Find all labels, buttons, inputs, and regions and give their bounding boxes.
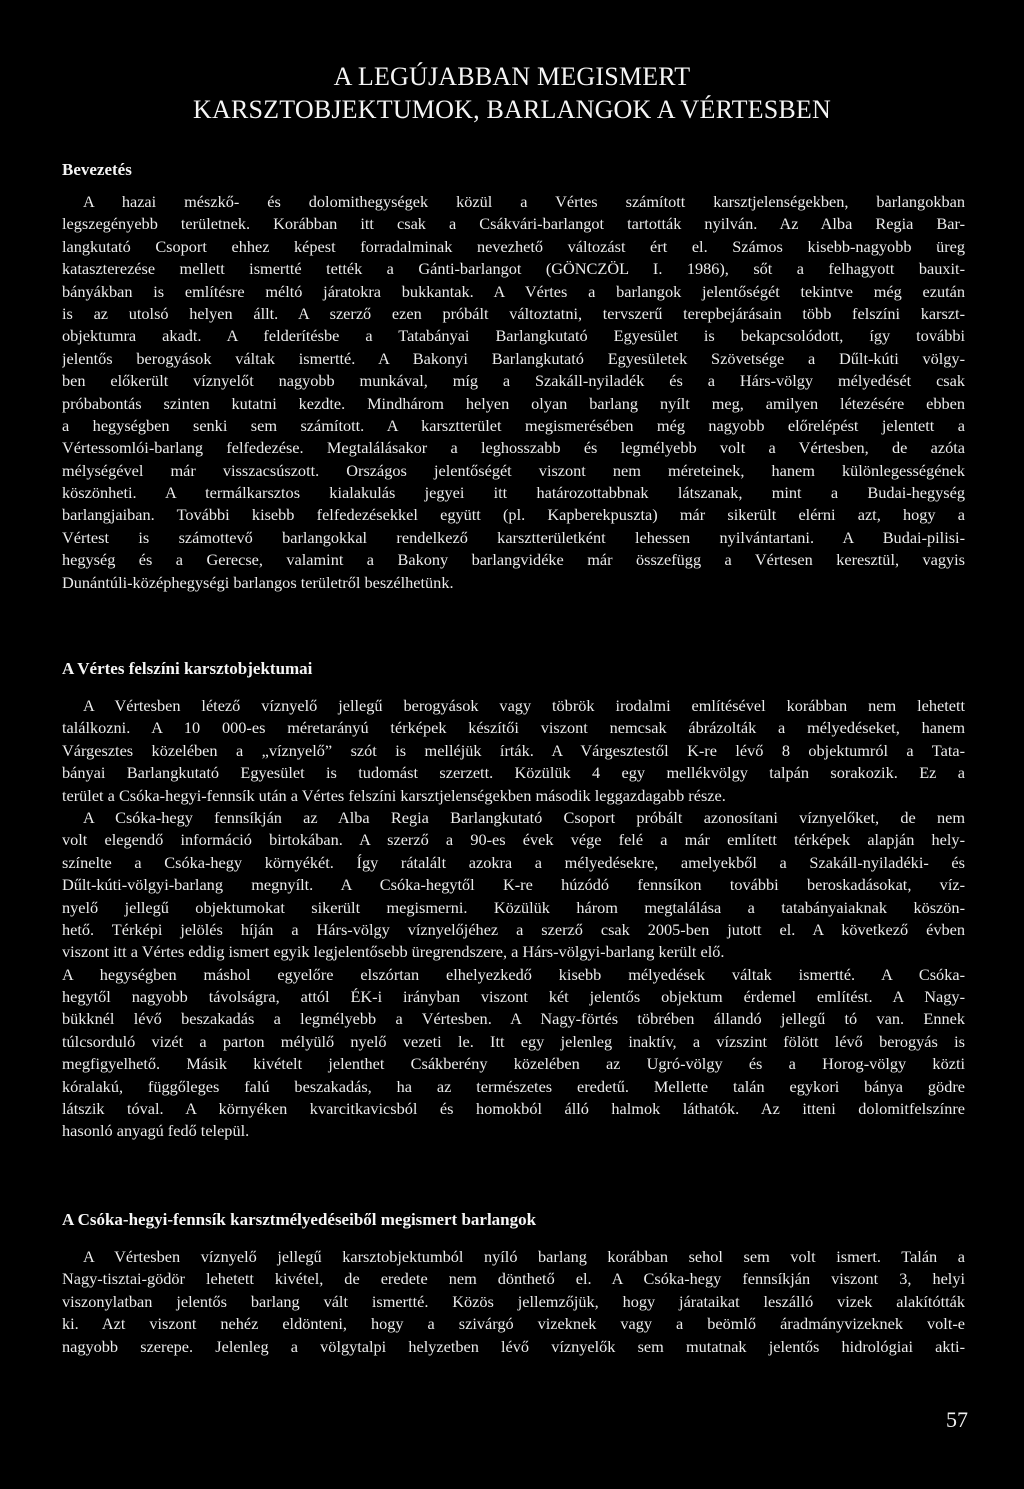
section-heading-plateau-caves: A Csóka-hegyi-fennsík karsztmélyedéseiből megismert barlangok — [62, 1210, 537, 1229]
paragraph-line: próbabontás szinten kutatni kezdte. Mindhárom helyen olyan barlang nyílt meg, amilyen létezésére ebben — [62, 393, 965, 413]
paragraph-line: Vértessomlói-barlang felfedezése. Megtalálásakor a leghosszabb és legmélyebb volt a Vértesben, de azóta — [62, 438, 965, 458]
paragraph-line: nagyobb szerepe. Jelenleg a völgytalpi helyzetben lévő víznyelők sem mutatnak jelentős hidrológiai akti- — [62, 1336, 965, 1356]
paragraph-line: A Vértesben létező víznyelő jellegű berogyások vagy töbrök irodalmi említésével korábban nem lehetett — [83, 696, 965, 715]
paragraph-line: megfigyelhető. Másik kivételt jelenthet Csákberény közelében az Ugró-völgy és a Horog-völgy közti — [62, 1054, 965, 1074]
page-title-line-1: A LEGÚJABBAN MEGISMERT — [333, 62, 691, 91]
paragraph-line: langkutató Csoport ehhez képest forradalminak nevezhető változást ért el. Számos kisebb-nagyobb üreg — [62, 236, 965, 256]
paragraph-line: bányákban is említésre méltó járatokra bukkantak. A Vértes a barlangok jelentőségét tekintve még ezután — [62, 281, 965, 301]
paragraph-line: köszönheti. A termálkarsztos kialakulás jegyei itt határozottabbnak látszanak, mint a Budai-hegység — [62, 483, 965, 503]
paragraph-line: Dunántúli-középhegységi barlangos területről beszélhetünk. — [62, 572, 454, 592]
paragraph-line: hasonló anyagú fedő települ. — [62, 1121, 250, 1141]
page-number: 57 — [946, 1407, 968, 1432]
paragraph-line: színelte a Csóka-hegy környékét. Így rátalált azokra a mélyedésekre, amelyekből a Szakáll-nyiladéki- és — [62, 852, 965, 872]
paragraph-line: kóralakú, függőleges falú beszakadás, ha az természetes eredetű. Mellette talán egykori bánya gödre — [62, 1076, 965, 1096]
paragraph-line: A Csóka-hegy fennsíkján az Alba Regia Barlangkutató Csoport próbált azonosítani víznyelőket, de nem — [83, 807, 965, 827]
section-heading-introduction: Bevezetés — [62, 160, 132, 179]
paragraph-line: Várgesztes közelében a „víznyelő” szót is melléjük írták. A Várgesztestől K-re lévő 8 objektumról a Tata- — [62, 740, 965, 760]
paragraph-line: mélységével már visszacsúszott. Országos jelentőségét viszont nem méreteinek, hanem különlegességének — [62, 460, 965, 480]
paragraph-line: terület a Csóka-hegyi-fennsík után a Vértes felszíni karsztjelenségekben második leggazdagabb része. — [62, 785, 726, 805]
paragraph-line: hegytől nagyobb távolságra, attól ÉK-i irányban viszont két jelentős objektum érdemel említést. A Nagy- — [62, 987, 965, 1007]
paragraph-line: találkozni. A 10 000-es méretarányú térképek készítői viszont nemcsak ábrázolták a mélyedéseket, hanem — [62, 718, 965, 738]
section-body-surface-karst — [62, 695, 965, 1143]
paragraph-line: jelentős berogyások váltak ismertté. A Bakonyi Barlangkutató Egyesületek Szövetsége a Dűlt-kúti völgy- — [62, 348, 965, 368]
paragraph-line: is az utolsó helyen állt. A szerző ezen próbált változtatni, tervszerű terepbejárásain több felszíni karszt- — [62, 303, 965, 323]
paragraph-line: a hegységben senki sem számított. A karsztterület megismerésében még nagyobb előrelépést jelentett a — [62, 415, 965, 435]
paragraph-line: A hegységben máshol egyelőre elszórtan elhelyezkedő kisebb mélyedések váltak ismertté. A Csóka- — [62, 964, 965, 984]
paragraph-line: Nagy-tisztai-gödör lehetett kivétel, de eredete nem dönthető el. A Csóka-hegy fennsíkján viszont 3, helyi — [62, 1269, 965, 1289]
section-body-plateau-caves — [62, 1246, 965, 1358]
paragraph-line: Dűlt-kúti-völgyi-barlang megnyílt. A Csóka-hegytől K-re húzódó fennsíkon további beroskadásokat, víz- — [62, 875, 965, 895]
paragraph-line: nyelő jellegű objektumokat sikerült megismerni. Közülük három megtalálása a tatabányaiaknak köszön- — [62, 897, 965, 917]
paragraph-line: hető. Térképi jelölés híján a Hárs-völgy víznyelőjéhez a szerző csak 2005-ben jutott el. A következő évben — [62, 919, 965, 939]
paragraph-line: A Vértesben víznyelő jellegű karsztobjektumból nyíló barlang korábban sehol sem volt ismert. Talán a — [83, 1247, 965, 1266]
paragraph-line: bányai Barlangkutató Egyesület is tudomást szerzett. Közülük 4 egy mellékvölgy talpán sorakozik. Ez a — [62, 763, 965, 783]
paragraph-line: objektumra akadt. A felderítésbe a Tatabányai Barlangkutató Egyesület is bekapcsolódott, így további — [62, 326, 965, 346]
paragraph-line: A hazai mészkő- és dolomithegységek közül a Vértes számított karsztjelenségekben, barlangokban — [83, 192, 965, 211]
paragraph-line: viszont itt a Vértes eddig ismert egyik legjelentősebb üregrendszere, a Hárs-völgyi-barlang került elő. — [62, 942, 725, 962]
section-heading-surface-karst: A Vértes felszíni karsztobjektumai — [62, 659, 313, 678]
paragraph-line: ki. Azt viszont nehéz eldönteni, hogy a szivárgó vizeknek vagy a beömlő áradmányvizeknek volt-e — [62, 1314, 965, 1334]
paragraph-line: Vértest is számottevő barlangokkal rendelkező karsztterületként lehessen nyilvántartani. A Budai-pilisi- — [62, 527, 965, 547]
paragraph-line: ben előkerült víznyelőt nagyobb munkával, míg a Szakáll-nyiladék és a Hárs-völgy mélyedését csak — [62, 371, 965, 391]
paragraph-line: volt elegendő információ birtokában. A szerző a 90-es évek vége felé a már említett térképek alapján hely- — [62, 830, 965, 850]
paragraph-line: legszegényebb területnek. Korábban itt csak a Csákvári-barlangot tartották nyilván. Az Alba Regia Bar- — [62, 214, 965, 234]
paragraph-line: kataszterezése mellett ismertté tették a Gánti-barlangot (GÖNCZÖL I. 1986), sőt a felhagyott bauxit- — [62, 259, 965, 279]
paragraph-line: túlcsorduló vizét a parton mélyülő nyelő vezeti le. Itt egy jelenleg inaktív, a vízszint fölött lévő berogyás is — [62, 1031, 965, 1051]
paragraph-line: barlangjaiban. További kisebb felfedezésekkel együtt (pl. Kapberekpuszta) már sikerült elérni azt, hogy a — [62, 505, 965, 525]
paragraph-line: látszik tóval. A környéken kvarcitkavicsból és homokból álló halmok láthatók. Az itteni dolomitfelszínre — [62, 1099, 965, 1119]
page-title-line-2: KARSZTOBJEKTUMOK, BARLANGOK A VÉRTESBEN — [193, 95, 831, 124]
paragraph-line: bükknél lévő beszakadás a legmélyebb a Vértesben. A Nagy-förtés töbrében állandó jellegű tó van. Ennek — [62, 1009, 965, 1029]
section-body-introduction — [62, 191, 965, 594]
paragraph-line: viszonylatban jelentős barlang vált ismertté. Közös jellemzőjük, hogy járataikat leszálló vizek alakítótták — [62, 1291, 965, 1311]
paragraph-line: hegység és a Gerecse, valamint a Bakony barlangvidéke már összefügg a Vértesen keresztül, vagyis — [62, 550, 965, 570]
